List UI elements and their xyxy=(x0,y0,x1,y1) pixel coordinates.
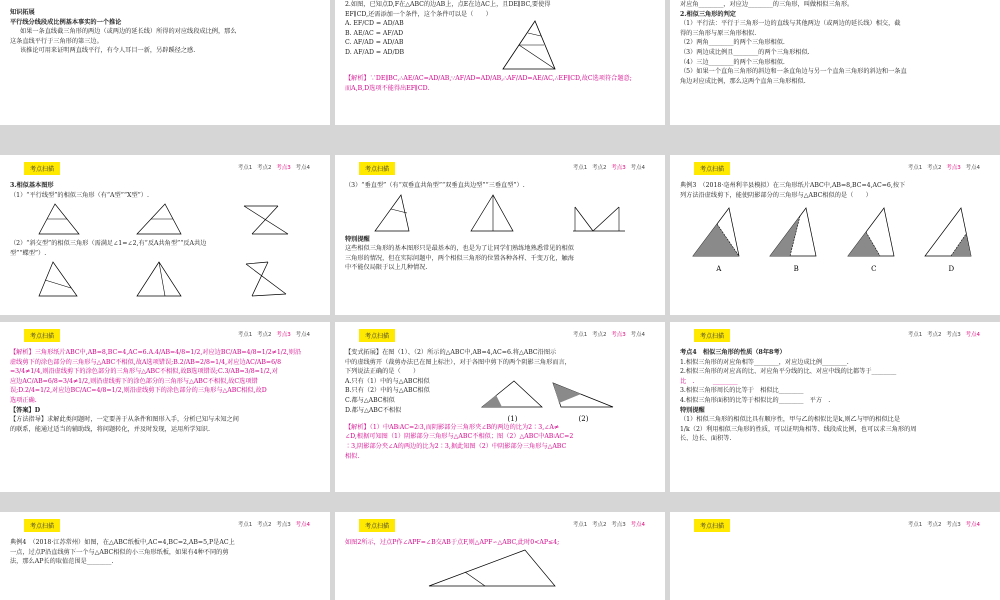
nav-kd2[interactable]: 考点2 xyxy=(257,522,272,528)
topic-nav xyxy=(573,163,645,171)
topic-tag: 考点扫描 xyxy=(359,329,395,342)
option-b: B. AE/AC = AF/AD xyxy=(345,29,404,37)
nav-kd2[interactable]: 考点2 xyxy=(257,165,272,171)
question-line: 一点，过点P沿直线剪下一个与△ABC相似的小三角形纸板，如果有4种不同的剪 xyxy=(10,548,229,556)
nav-kd3[interactable]: 考点3 xyxy=(611,165,626,171)
section-heading: 3.相似基本图形 xyxy=(10,182,54,189)
slide-header xyxy=(10,516,320,538)
topic-nav xyxy=(908,330,980,338)
a-type-figure-2 xyxy=(135,202,185,237)
method-line: 的联系，能通过适当的辅助线，将问题转化，并及时发现，运用所学知识. xyxy=(10,425,210,433)
text-line: 1/k（2）利用相似三角形的性质，可以证明角相等、线段成比例，也可以求三角形的周 xyxy=(680,425,917,433)
nav-kd2[interactable]: 考点2 xyxy=(257,332,272,338)
text-line: （4）三边________的两个三角形相似. xyxy=(680,58,785,66)
question-line: 2.如图，已知点D,F在△ABC的边AB上，点E在边AC上，且DE∥BC,要使得 xyxy=(345,1,551,8)
nav-kd4[interactable]: 考点4 xyxy=(295,165,310,171)
text-line: 型”“蝶型”）. xyxy=(10,249,47,257)
section-heading: 特别提醒 xyxy=(345,235,370,243)
text-line: 2.相似三角形的对应高的比、对应角平分线的比、对应中线的比都等于________ xyxy=(680,368,897,376)
double-perp-common-angle-figure xyxy=(371,193,416,233)
section-heading: 知识拓展 xyxy=(10,9,35,16)
nav-kd3[interactable]: 考点3 xyxy=(946,522,961,528)
topic-tag: 考点扫描 xyxy=(359,162,395,175)
option-d-figure[interactable] xyxy=(921,206,981,273)
topic-tag: 考点扫描 xyxy=(359,519,395,532)
text-line: 3.相似三角形周长的比等于 相似比________ xyxy=(680,387,804,395)
text-line: 角边对应成比例，那么这两个直角三角形相似. xyxy=(680,77,806,85)
option-figures xyxy=(680,206,990,273)
nav-kd3[interactable]: 考点3 xyxy=(611,332,626,338)
nav-kd1[interactable]: 考点1 xyxy=(907,332,923,338)
text-line: （3）两边成比例且________的两个三角形相似. xyxy=(680,48,810,56)
nav-kd2[interactable]: 考点2 xyxy=(927,522,942,528)
reverse-a-figure xyxy=(37,260,82,298)
nav-kd1[interactable]: 考点1 xyxy=(907,522,923,528)
nav-kd1[interactable]: 考点1 xyxy=(237,332,253,338)
text-line: 这条直线平行于三角形的第三边。 xyxy=(10,37,103,45)
nav-kd1[interactable]: 考点1 xyxy=(572,522,588,528)
nav-kd4[interactable]: 考点4 xyxy=(965,332,980,338)
option-c: C. AF/AD = AD/AB xyxy=(345,39,404,47)
topic-nav xyxy=(908,163,980,171)
topic-nav xyxy=(908,520,980,528)
triangle-figure xyxy=(425,548,565,588)
option-d-label: D xyxy=(948,265,955,274)
nav-kd1[interactable]: 考点1 xyxy=(572,165,588,171)
text-line: （2）两角________的两个三角形相似. xyxy=(680,39,785,47)
text-line: 4.相似三角形面积的比等于相似比的________ 平方 . xyxy=(680,396,831,404)
text-line: 如果一条直线截三角形的两边（或两边的延长线）所得的对应线段成比例，那么 xyxy=(20,28,237,36)
question-line: 【变式拓展】在图（1）、（2）所示的△ABC中,AB=4,AC=6.将△ABC沿图示 xyxy=(345,349,557,356)
nav-kd3[interactable]: 考点3 xyxy=(946,165,961,171)
section-subheading: 平行线分线段成比例基本事实的一个推论 xyxy=(10,18,122,26)
method-line: 【方法指导】求解此类问题时，一定要善于从条件和图形入手，分析已知与未知之间 xyxy=(10,416,239,424)
text-line: （5）如果一个直角三角形的斜边和一条直角边与另一个直角三角形的斜边和一条直 xyxy=(680,68,907,76)
option-a-figure[interactable] xyxy=(689,206,749,273)
option-b: B.只有（2）中的与△ABC相似 xyxy=(345,387,430,395)
figure-1 xyxy=(480,377,545,423)
nav-kd3[interactable]: 考点3 xyxy=(276,165,291,171)
option-a: A. EF/CD = AD/AB xyxy=(345,20,404,28)
slide-header xyxy=(680,159,990,181)
topic-tag: 考点扫描 xyxy=(24,519,60,532)
text-line: 这些相似三角形的基本图形只是最基本的，也是为了让同学们熟练地熟悉常见的相似 xyxy=(345,245,574,253)
nav-kd3[interactable]: 考点3 xyxy=(611,522,626,528)
topic-nav xyxy=(238,520,310,528)
figure-1-label: (1) xyxy=(507,414,518,423)
nav-kd2[interactable]: 考点2 xyxy=(927,165,942,171)
slide-blank xyxy=(670,512,1000,600)
slide-example-3 xyxy=(670,155,1000,315)
text-line: （1）“平行线型”的相似三角形（有“A型”“X型”）. xyxy=(10,191,149,199)
slide-topic-4-properties xyxy=(670,322,1000,492)
slide-similarity-criteria xyxy=(670,0,1000,125)
nav-kd4[interactable]: 考点4 xyxy=(965,165,980,171)
topic-tag: 考点扫描 xyxy=(694,519,730,532)
solution-line: 【解析】（1）中AB∶AC=2∶3,而阴影部分三角形夹∠B的两边的比为2∶3,∠A≠ xyxy=(345,423,560,431)
question-line: 法，那么AP长的取值范围是________. xyxy=(10,558,114,566)
option-b-figure[interactable] xyxy=(766,206,826,273)
option-c-figure[interactable] xyxy=(844,206,904,273)
topic-tag: 考点扫描 xyxy=(24,329,60,342)
nav-kd2[interactable]: 考点2 xyxy=(592,165,607,171)
question-line: 典例3 （2018·亳州利辛县模拟）在三角形纸片ABC中,AB=8,BC=4,AC=6,按下 xyxy=(680,182,906,189)
slide-perpendicular-figures xyxy=(335,155,665,315)
solution-line: 相似. xyxy=(345,452,360,460)
text-line: 三角形的情况，但在实际问题中，两个相似三角形的位置各种各样、千变万化，触海 xyxy=(345,254,574,262)
figure-row xyxy=(10,260,320,298)
figure-row xyxy=(345,193,655,233)
figure-2-label: (2) xyxy=(578,414,589,423)
nav-kd2[interactable]: 考点2 xyxy=(927,332,942,338)
text-line: （2）“斜交型”的相似三角形（需满足∠1=∠2,有“反A共角型”“反A共边 xyxy=(10,240,207,248)
reverse-a-shared-side-figure xyxy=(135,260,185,298)
option-d: D.都与△ABC不相似 xyxy=(345,406,402,414)
butterfly-figure xyxy=(238,260,293,298)
solution-line: 虚线剪下的涂色部分的三角形与△ABC不相似,故A选项错误;B.2/AB=2/8=1/4,对应边AC/AB=6/8 xyxy=(10,358,282,366)
nav-kd2[interactable]: 考点2 xyxy=(592,522,607,528)
slide-example-4 xyxy=(0,512,330,600)
figure-row xyxy=(10,202,320,237)
solution-line: =3/4≠1/4,则沿虚线剪下的涂色部分的三角形与△ABC不相似,故B选项错误;C.3/AB=3/8=1/2,对 xyxy=(10,368,278,376)
slide-example-4-solution xyxy=(335,512,665,600)
a-type-figure xyxy=(37,202,82,237)
solution-line: 应边AC/AB=6/8=3/4≠1/2,则沿虚线剪下的涂色部分的三角形与△ABC不相似,故C选项错 xyxy=(10,377,258,385)
triple-perp-figure xyxy=(569,193,629,233)
topic-nav xyxy=(238,330,310,338)
solution-line: 选项正确. xyxy=(10,396,37,404)
text-line: 中不能仅局限于以上几种情况. xyxy=(345,264,428,272)
slide-header xyxy=(345,516,655,538)
question-line: EF∥CD,还需添加一个条件，这个条件可以是（ ） xyxy=(345,10,492,18)
topic-nav xyxy=(573,330,645,338)
x-type-figure xyxy=(238,202,293,237)
nav-kd4[interactable]: 考点4 xyxy=(630,522,645,528)
topic-nav xyxy=(573,520,645,528)
nav-kd4[interactable]: 考点4 xyxy=(295,332,310,338)
solution-line: 【解析】三角形纸片ABC中,AB=8,BC=4,AC=6.A.4/AB=4/8=1/2,对应边BC/AB=4/8=1/2≠1/2,则沿 xyxy=(10,349,302,356)
text-line: （1）相似三角形的相似比具有顺序性，甲与乙的相似比是k,则乙与甲的相似比是 xyxy=(680,416,901,424)
solution-line: 【解析】∵DE∥BC,∴AE/AC=AD/AB,∵AF/AD=AD/AB,∴AF/AD=AE/AC,∴EF∥CD,故C选项符合题意; xyxy=(345,75,632,83)
slide-example-3-solution xyxy=(0,322,330,492)
slide-header xyxy=(345,159,655,181)
text-line: 对应角________，对应边________的三角形，叫做相似三角形。 xyxy=(680,1,854,8)
nav-kd3[interactable]: 考点3 xyxy=(276,522,291,528)
slide-header xyxy=(10,326,320,348)
nav-kd1[interactable]: 考点1 xyxy=(572,332,588,338)
topic-nav xyxy=(238,163,310,171)
section-heading: 考点4 相似三角形的性质（8年8考） xyxy=(680,349,786,356)
question-line: 中的虚线剪开（裁剪办法已在图上标注），对于各图中剪下的两个阴影三角形而言， xyxy=(345,358,571,366)
slide-basic-figures xyxy=(0,155,330,315)
text-line: 该推论可用来证明两直线平行，有令人耳目一新，另辟蹊径之感. xyxy=(20,47,196,55)
question-line: 下列说法正确的是（ ） xyxy=(345,368,420,376)
nav-kd1[interactable]: 考点1 xyxy=(907,165,923,171)
option-c-label: C xyxy=(871,265,877,274)
nav-kd4[interactable]: 考点4 xyxy=(295,522,310,528)
text-line: （3）“垂直型”（有“双垂直共角型”“双垂直共边型”“三垂直型”）. xyxy=(345,182,525,189)
nav-kd4[interactable]: 考点4 xyxy=(630,332,645,338)
answer-line: 【答案】D xyxy=(10,406,41,414)
nav-kd2[interactable]: 考点2 xyxy=(592,332,607,338)
slide-question-2 xyxy=(335,0,665,125)
solution-line: ∠D,根据可知图（1）阴影部分三角形与△ABC不相似；图（2）△ABC中AB∶AC=2 xyxy=(345,433,574,441)
figure-2 xyxy=(551,377,616,423)
option-c: C.都与△ABC相似 xyxy=(345,396,395,404)
section-heading: 特别提醒 xyxy=(680,406,705,414)
nav-kd1[interactable]: 考点1 xyxy=(237,522,253,528)
slide-variant-extension xyxy=(335,322,665,492)
option-a-label: A xyxy=(716,265,722,274)
slide-knowledge-extension xyxy=(0,0,330,125)
solution-line: ∶3,阴影部分夹∠A的两边的比为2∶3,据此知图（2）中阴影部分三角形与△ABC xyxy=(345,442,567,450)
slide-header xyxy=(345,326,655,348)
option-d: D. AF/AD = AD/DB xyxy=(345,48,405,56)
option-a: A.只有（1）中的与△ABC相似 xyxy=(345,377,430,385)
topic-tag: 考点扫描 xyxy=(694,162,730,175)
text-line: 长、边长、面积等. xyxy=(680,435,732,443)
nav-kd3[interactable]: 考点3 xyxy=(946,332,961,338)
text-line: （1）平行法：平行于三角形一边的直线与其他两边（或两边的延长线）相交，截 xyxy=(680,20,901,28)
text-line: 1.相似三角形的对应角相等________，对应边成比例________. xyxy=(680,358,849,366)
solution-line: 而A,B,D选项不能得出EF∥CD. xyxy=(345,84,430,92)
solution-line: 如图2所示，过点P作∠APF=∠B交AB于点F,则△APF∽△ABC,此时0<AP≤4; xyxy=(345,539,560,546)
topic-tag: 考点扫描 xyxy=(694,329,730,342)
option-b-label: B xyxy=(793,265,799,274)
topic-tag: 考点扫描 xyxy=(24,162,60,175)
slide-header xyxy=(680,326,990,348)
question-line: 列方法沿虚线剪下，能使阴影部分的三角形与△ABC相似的是（ ） xyxy=(680,191,872,199)
text-line: 比 . ________ xyxy=(680,377,738,385)
slide-header xyxy=(10,159,320,181)
slide-header xyxy=(680,516,990,538)
nav-kd4[interactable]: 考点4 xyxy=(630,165,645,171)
nav-kd1[interactable]: 考点1 xyxy=(237,165,253,171)
section-heading: 2.相似三角形的判定 xyxy=(680,10,736,18)
double-perp-common-side-figure xyxy=(467,193,517,233)
nav-kd4[interactable]: 考点4 xyxy=(965,522,980,528)
nav-kd3[interactable]: 考点3 xyxy=(276,332,291,338)
solution-line: 误;D.2/4=1/2,对应边BC/AC=4/8=1/2,则沿虚线剪下的涂色部分的三角形与△ABC相似,故D xyxy=(10,387,267,395)
triangle-figure xyxy=(495,19,575,74)
question-line: 典例4 （2018·江苏常州）如图，在△ABC纸板中,AC=4,BC=2,AB=5,P是AC上 xyxy=(10,539,235,546)
text-line: 得的三角形与原三角形相似. xyxy=(680,29,757,37)
